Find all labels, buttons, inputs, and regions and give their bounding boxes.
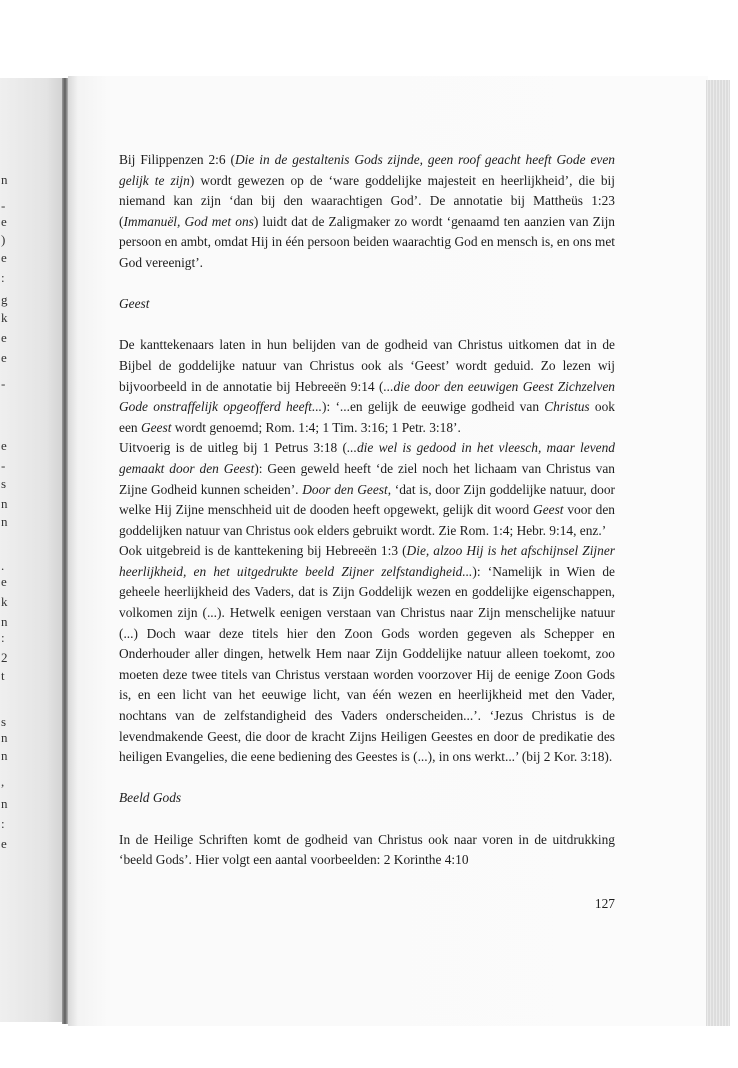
text-span: wordt genoemd; Rom. 1:4; 1 Tim. 3:16; 1 Petr. 3:18’.	[171, 419, 461, 435]
margin-glyph: n	[1, 730, 8, 745]
margin-glyph: :	[1, 630, 5, 645]
margin-glyph: k	[1, 594, 8, 609]
text-span: ): ‘Namelijk in Wien de geheele heerlijkheid des Vaders, dat is Zijn Goddelijk wezen en goddelijke eigenschappen, volkomen zijn (...). Hetwelk eenigen verstaan van Christus naar Zijn menschelijke natuur (...) Doch waar deze titels hier den Zoon Gods worden gegeven als Schepper en Onderhouder aller dingen, hetwelk Hem naar Zijn Goddelijke natuur alleen toekomt, zoo moeten deze twee titels van Christus verstaan worden voorzover Hij de eenige Zoon Gods is, en een licht van het eeuwige licht, van één wezen en heerlijkheid met den Vader, nochtans van de zelfstandigheid des Vaders onderscheiden...’. ‘Jezus Christus is de levendmakende Geest, die door de kracht Zijns Heiligen Geestes en door de predikatie des heiligen Evangelies, die eene bediening des Geestes is (...), in ons werkt...’ (bij 2 Kor. 3:18).	[119, 563, 615, 765]
italic-span: Geest	[140, 419, 172, 435]
text-span: ) luidt dat de Zaligmaker zo wordt ‘genaamd ten aanzien van Zijn persoon en ambt, omdat Hij in één persoon beiden waarachtig God en mensch is, en ons met God vereenigt’.	[119, 213, 615, 270]
paragraph-gap	[119, 809, 615, 830]
paragraph	[119, 335, 615, 438]
italic-span: Die in de gestaltenis Gods zijnde, geen roof geacht heeft Gode even gelijk te zijn	[119, 152, 615, 188]
margin-glyph: n	[1, 496, 8, 511]
margin-glyph: n	[1, 172, 8, 187]
text-span: ook een	[119, 399, 615, 435]
margin-glyph: e	[1, 350, 7, 365]
margin-glyph: n	[1, 796, 8, 811]
margin-glyph: t	[1, 668, 5, 683]
margin-glyph: ,	[1, 774, 5, 789]
margin-glyph: s	[1, 714, 7, 729]
margin-glyph: -	[1, 376, 6, 391]
margin-glyph: -	[1, 458, 6, 473]
margin-glyph: n	[1, 748, 8, 763]
margin-glyph: e	[1, 574, 7, 589]
margin-glyph: e	[1, 214, 7, 229]
margin-glyph: -	[1, 198, 6, 213]
paragraph-gap	[119, 768, 615, 789]
margin-glyph: s	[1, 476, 7, 491]
text-span: De kanttekenaars laten in hun belijden van de godheid van Christus uitkomen dat in de Bijbel de goddelijke natuur van Christus ook als ‘Geest’ wordt geduid. Zo lezen wij bijvoorbeeld in de annotatie bij Hebreeën 9:14 (	[119, 337, 615, 394]
text-span: ): ‘...en gelijk de eeuwige godheid van	[322, 399, 545, 415]
margin-glyph: e	[1, 250, 7, 265]
margin-glyph: e	[1, 330, 7, 345]
italic-span: Christus	[544, 399, 590, 415]
paragraph	[119, 541, 615, 768]
italic-span: Immanuël, God met ons	[123, 213, 254, 229]
margin-glyph: :	[1, 816, 5, 831]
margin-glyph: e	[1, 438, 7, 453]
text-span: ): Geen geweld heeft ‘de ziel noch het lichaam van Christus van Zijne Godheid kunnen scheiden’.	[119, 460, 616, 497]
italic-span: ...die door den eeuwigen Geest Zichzelven Gode onstraffelijk opgeofferd heeft...	[119, 378, 615, 415]
paragraph-gap	[119, 274, 615, 295]
paragraph	[119, 438, 615, 541]
text-span: , ‘dat is, door Zijn goddelijke natuur, door welke Hij Zijne menschheid uit de dooden heeft opgewekt, gelijk dit woord	[119, 481, 615, 518]
text-span: Uitvoerig is de uitleg bij 1 Petrus 3:18 (	[119, 440, 347, 456]
margin-glyph: :	[1, 270, 5, 285]
margin-glyph: e	[1, 836, 7, 851]
text-span: voor den goddelijken natuur van Christus ook elders gebruikt wordt. Zie Rom. 1:4; Hebr. 9:14, enz.’	[119, 502, 615, 538]
section-heading: Geest	[119, 296, 150, 312]
text-span: ) wordt gewezen op de ‘ware goddelijke majesteit en heerlijkheid’, die bij niemand kan zijn ‘dan bij den waarachtigen God’. De annotatie bij Mattheüs 1:23 (	[119, 172, 615, 229]
italic-span: Door den Geest	[302, 481, 388, 497]
margin-glyph: n	[1, 614, 8, 629]
margin-glyph: )	[1, 232, 6, 247]
margin-glyph: n	[1, 514, 8, 529]
margin-glyph: 2	[1, 650, 8, 665]
body-text	[119, 150, 615, 871]
italic-span: ...die wel is gedood in het vleesch, maar levend gemaakt door den Geest	[119, 440, 615, 476]
margin-glyph: k	[1, 310, 8, 325]
text-span: Ook uitgebreid is de kanttekening bij Hebreeën 1:3 (	[119, 543, 407, 559]
page-number: 127	[594, 896, 615, 911]
margin-glyph: .	[1, 558, 5, 573]
page-edges	[706, 80, 730, 1026]
paragraph	[119, 150, 615, 274]
margin-glyph: g	[1, 292, 8, 307]
text-span: Bij Filippenzen 2:6 (	[119, 152, 235, 167]
section-heading: Beeld Gods	[119, 790, 182, 806]
paragraph-gap	[119, 315, 615, 336]
text-span: In de Heilige Schriften komt de godheid van Christus ook naar voren in de uitdrukking ‘beeld Gods’. Hier volgt een aantal voorbeelden: 2 Korinthe 4:10	[119, 831, 615, 868]
italic-span: Geest	[533, 502, 564, 518]
paragraph	[119, 830, 615, 871]
italic-span: Die, alzoo Hij is het afschijnsel Zijner heerlijkheid, en het uitgedrukte beeld Zijner zelfstandigheid...	[119, 543, 615, 579]
